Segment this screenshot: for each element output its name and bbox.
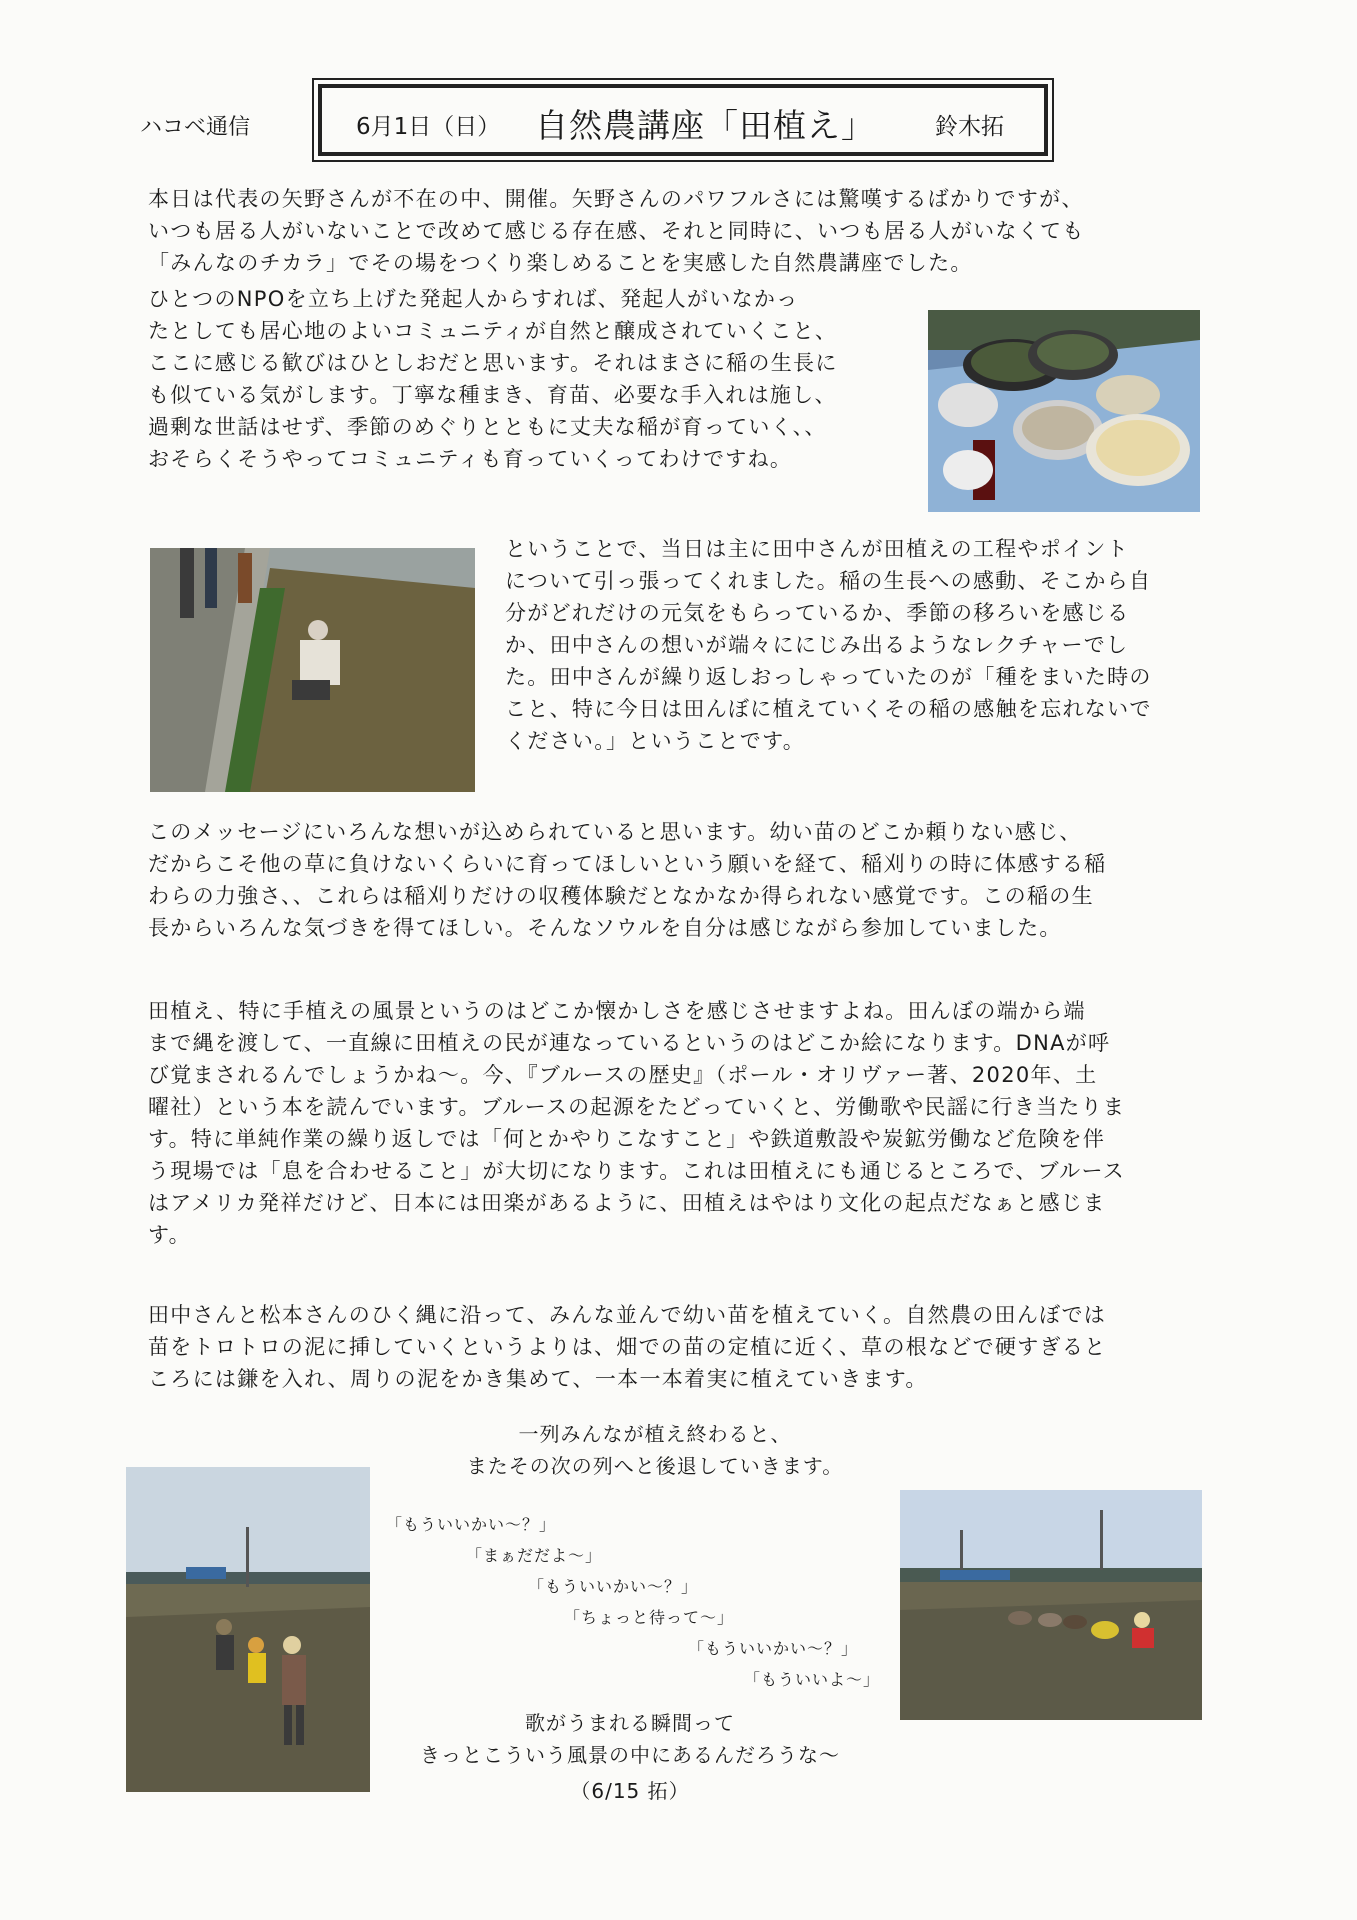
- paragraph-community: ひとつのNPOを立ち上げた発起人からすれば、発起人がいなかっ たとしても居心地のよいコミュニティが自然と醸成されていくこと、 ここに感じる歓びはひとしおだと思います。それはまさに稲の生長に も似ている気がします。丁寧な種まき、育苗、必要な手入れは施し、 過剰な世話はせず、季節のめぐりとともに丈夫な稲が育っていく、、 おそらくそうやってコミュニティも育っていくってわけですね。: [148, 287, 838, 471]
- newsletter-name: ハコベ通信: [140, 115, 251, 140]
- call-line-3: 「もういいかい〜？」: [528, 1577, 699, 1596]
- signature-date: （6/15 拓）: [570, 1779, 690, 1803]
- song-caption: 歌がうまれる瞬間って きっとこういう風景の中にあるんだろうな〜: [420, 1711, 840, 1767]
- page-title: 自然農講座「田植え」: [535, 106, 875, 145]
- planting-photo-left: [126, 1467, 370, 1792]
- call-line-4: 「ちょっと待って〜」: [564, 1608, 735, 1627]
- event-date: 6月1日（日）: [356, 114, 501, 140]
- paragraph-planting: 田中さんと松本さんのひく縄に沿って、みんな並んで幼い苗を植えていく。自然農の田んぼでは 苗をトロトロの泥に挿していくというよりは、畑での苗の定植に近く、草の根などで硬すぎると ころには鎌を入れ、周りの泥をかき集めて、一本一本着実に植えていきます。: [148, 1303, 1107, 1391]
- paragraph-lecture: ということで、当日は主に田中さんが田植えの工程やポイント について引っ張ってくれました。稲の生長への感動、そこから自 分がどれだけの元気をもらっているか、季節の移ろいを感じる か、田中さんの想いが端々ににじみ出るようなレクチャーでし た。田中さんが繰り返しおっしゃっていたのが「種をまいた時の こと、特に今日は田んぼに植えていくその稲の感触を忘れないで ください。」ということです。: [505, 537, 1152, 753]
- call-line-6: 「もういいよ〜」: [744, 1670, 881, 1689]
- paragraph-intro: 本日は代表の矢野さんが不在の中、開催。矢野さんのパワフルさには驚嘆するばかりですが、 いつも居る人がいないことで改めて感じる存在感、それと同時に、いつも居る人がいなくても 「みんなのチカラ」でその場をつくり楽しめることを実感した自然農講座でした。: [148, 187, 1085, 275]
- call-line-5: 「もういいかい〜？」: [688, 1639, 859, 1658]
- food-table-photo: [928, 310, 1200, 512]
- call-line-1: 「もういいかい〜？」: [386, 1515, 557, 1534]
- planting-photo-right: [900, 1490, 1202, 1720]
- row-caption: 一列みんなが植え終わると、 またその次の列へと後退していきます。: [466, 1422, 844, 1478]
- instructor-photo: [150, 548, 475, 792]
- author-name: 鈴木拓: [935, 114, 1004, 140]
- paragraph-blues: 田植え、特に手植えの風景というのはどこか懐かしさを感じさせますよね。田んぼの端から端 まで縄を渡して、一直線に田植えの民が連なっているというのはどこか絵になります。DNAが呼 び覚まされるんでしょうかね〜。今、『ブルースの歴史』（ポール・オリヴァー著、2020年、土 曜社）という本を読んでいます。ブルースの起源をたどっていくと、労働歌や民謡に行き当たりま す。特に単純作業の繰り返しでは「何とかやりこなすこと」や鉄道敷設や炭鉱労働など危険を伴 う現場では「息を合わせること」が大切になります。これは田植えにも通じるところで、ブルース はアメリカ発祥だけど、日本には田楽があるように、田植えはやはり文化の起点だなぁと感じま す。: [148, 999, 1126, 1247]
- paragraph-message: このメッセージにいろんな想いが込められていると思います。幼い苗のどこか頼りない感じ、 だからこそ他の草に負けないくらいに育ってほしいという願いを経て、稲刈りの時に体感する稲 わらの力強さ、、これらは稲刈りだけの収穫体験だとなかなか得られない感覚です。この稲の生 長からいろんな気づきを得てほしい。そんなソウルを自分は感じながら参加していました。: [148, 820, 1107, 940]
- call-line-2: 「まぁだだよ〜」: [466, 1546, 603, 1565]
